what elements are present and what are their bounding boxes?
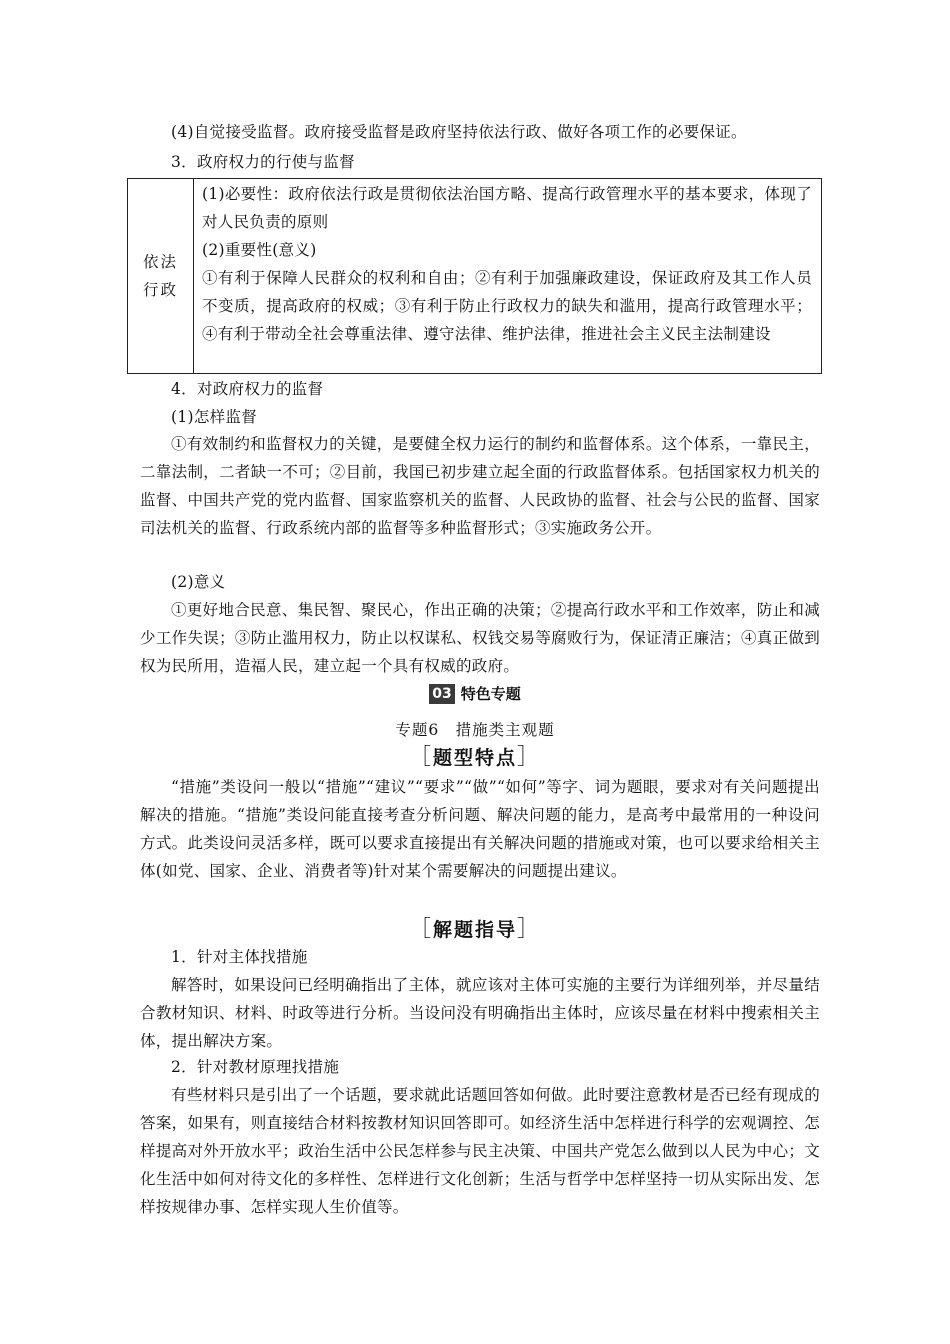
subheading-significance: (2)意义 xyxy=(171,573,226,591)
table-row-necessity: (1)必要性：政府依法行政是贯彻依法治国方略、提高行政管理水平的基本要求，体现了对人民负责的原则 xyxy=(202,185,812,231)
guide1-heading: 1．针对主体找措施 xyxy=(171,948,308,966)
table-header-cell xyxy=(128,179,194,373)
features-heading: ［题型特点］ xyxy=(408,745,542,770)
guide2-heading: 2．针对教材原理找措施 xyxy=(171,1058,340,1076)
section-title: 特色专题 xyxy=(460,685,521,703)
subheading-how-supervise: (1)怎样监督 xyxy=(171,408,258,426)
table-header-label: 依法行政 xyxy=(142,253,178,299)
law-administration-table xyxy=(127,178,822,374)
section-number-badge: 03 xyxy=(429,684,454,704)
paragraph-significance: ①更好地合民意、集民智、聚民心，作出正确的决策；②提高行政水平和工作效率，防止和减少工作失误；③防止滥用权力，防止以权谋私、权钱交易等腐败行为，保证清正廉洁；④真正做到权为民所用，造福人民，建立起一个具有权威的政府。 xyxy=(140,601,820,675)
table-row-importance-heading: (2)重要性(意义) xyxy=(202,241,317,259)
item4-supervision-paragraph: (4)自觉接受监督。政府接受监督是政府坚持依法行政、做好各项工作的必要保证。 xyxy=(171,123,747,141)
guide-heading-label: 解题指导 xyxy=(432,919,517,941)
special-section-header xyxy=(0,683,950,704)
table-row-importance-text: ①有利于保障人民群众的权利和自由；②有利于加强廉政建设，保证政府及其工作人员不变质，提高政府的权威；③有利于防止行政权力的缺失和滥用，提高行政管理水平；④有利于带动全社会尊重法律、遵守法律、维护法律，推进社会主义民主法制建设 xyxy=(202,269,812,343)
guide-heading: ［解题指导］ xyxy=(408,917,542,942)
guide1-paragraph: 解答时，如果设问已经明确指出了主体，就应该对主体可实施的主要行为详细列举，并尽量结合教材知识、材料、时政等进行分析。当设问没有明确指出主体时，应该尽量在材料中搜索相关主体，提出解决方案。 xyxy=(140,976,820,1050)
table-content-cell xyxy=(202,180,812,348)
heading-power-supervision: 4．对政府权力的监督 xyxy=(171,380,324,398)
paragraph-how-supervise: ①有效制约和监督权力的关键，是要健全权力运行的制约和监督体系。这个体系，一靠民主，二靠法制，二者缺一不可；②目前，我国已初步建立起全面的行政监督体系。包括国家权力机关的监督、中国共产党的党内监督、国家监察机关的监督、人民政协的监督、社会与公民的监督、国家司法机关的监督、行政系统内部的监督等多种监督形式；③实施政务公开。 xyxy=(140,435,820,537)
topic-title: 专题6 措施类主观题 xyxy=(395,721,555,739)
guide2-paragraph: 有些材料只是引出了一个话题，要求就此话题回答如何做。此时要注意教材是否已经有现成的答案，如果有，则直接结合材料按教材知识回答即可。如经济生活中怎样进行科学的宏观调控、怎样提高对外开放水平；政治生活中公民怎样参与民主决策、中国共产党怎么做到以人民为中心；文化生活中如何对待文化的多样性、怎样进行文化创新；生活与哲学中怎样坚持一切从实际出发、怎样按规律办事、怎样实现人生价值等。 xyxy=(140,1086,820,1216)
features-paragraph: “措施”类设问一般以“措施”“建议”“要求”“做”“如何”等字、词为题眼，要求对有关问题提出解决的措施。“措施”类设问能直接考查分析问题、解决问题的能力，是高考中最常用的一种设问方式。此类设问灵活多样，既可以要求直接提出有关解决问题的措施或对策，也可以要求给相关主体(如党、国家、企业、消费者等)针对某个需要解决的问题提出建议。 xyxy=(140,778,820,880)
features-heading-label: 题型特点 xyxy=(432,747,517,769)
heading-power-exercise: 3．政府权力的行使与监督 xyxy=(171,153,355,171)
